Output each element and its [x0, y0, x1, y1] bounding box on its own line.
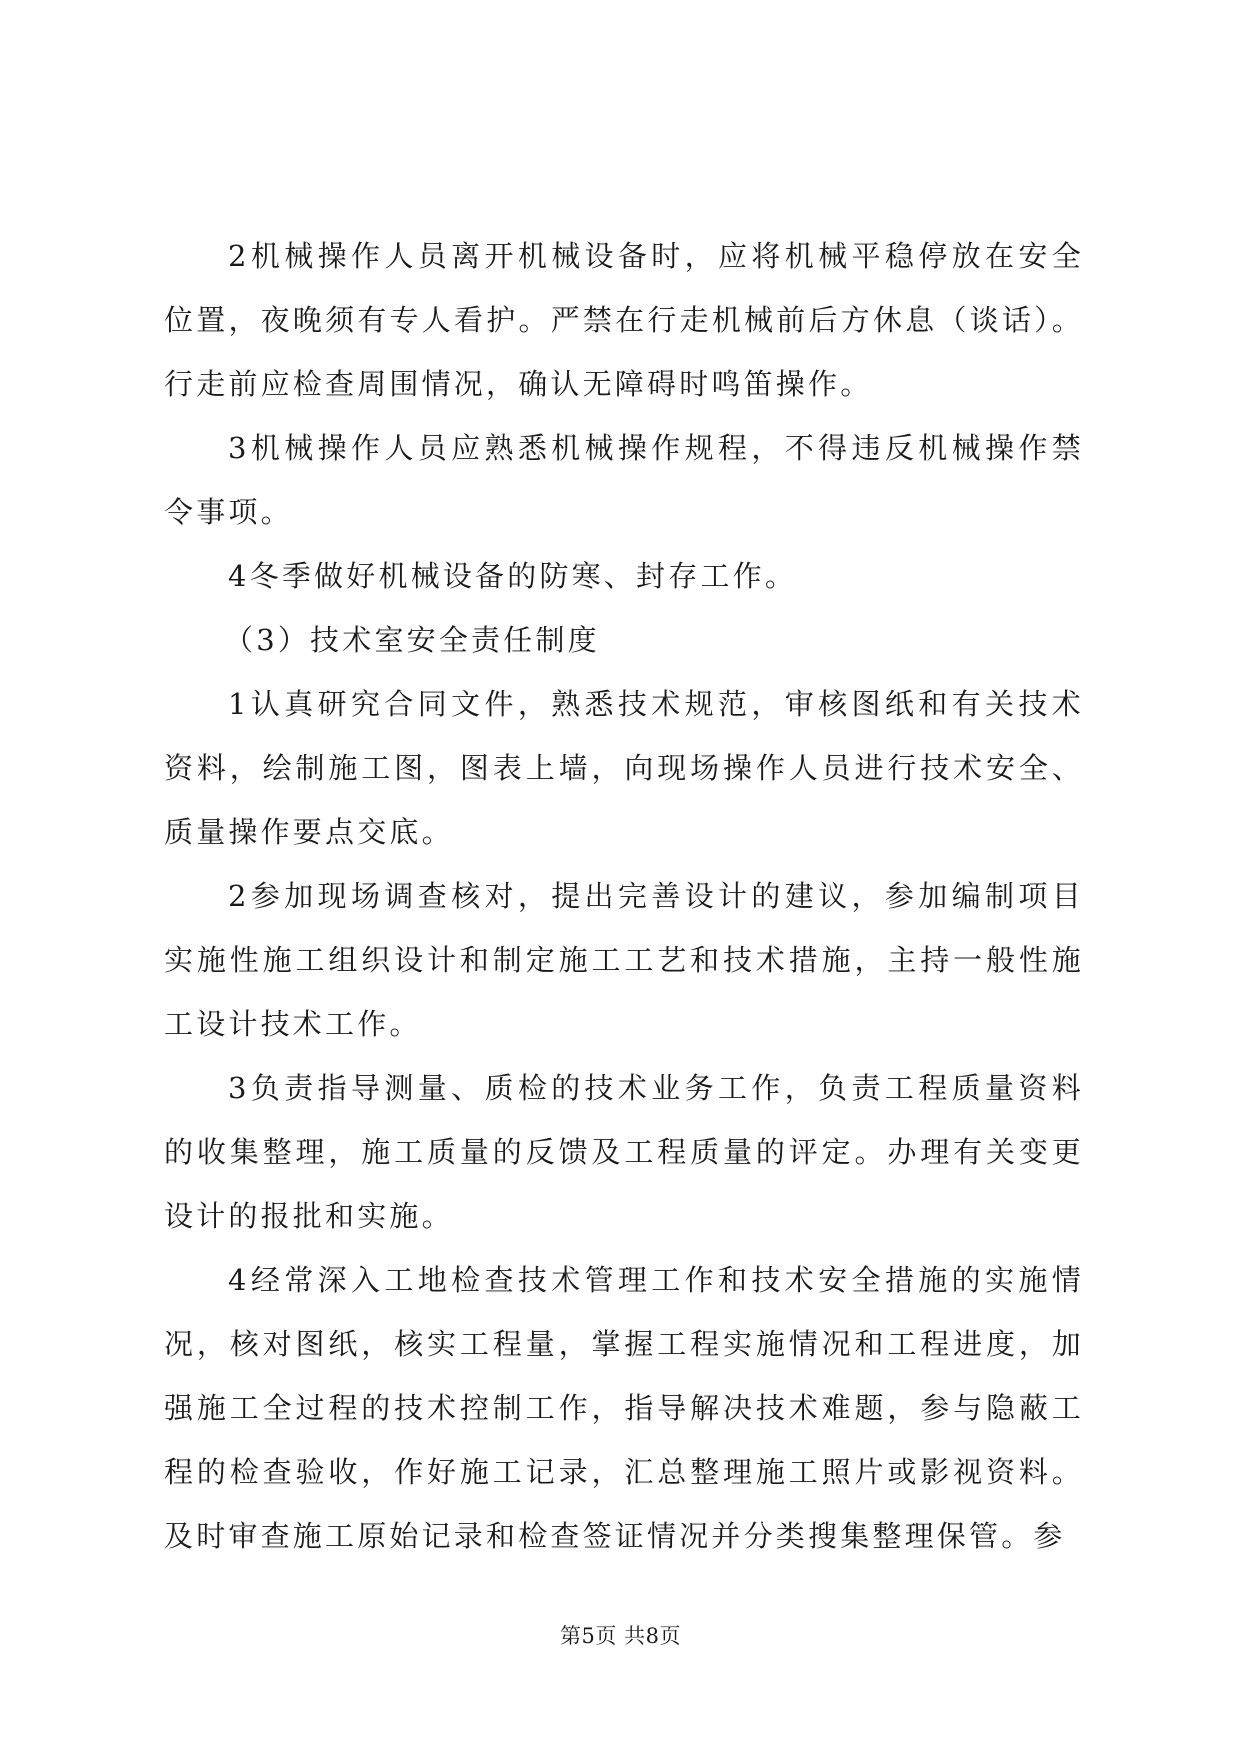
paragraph-operating-rules: 3机械操作人员应熟悉机械操作规程，不得违反机械操作禁令事项。: [164, 431, 1084, 529]
paragraph-machine-parking: 2机械操作人员离开机械设备时，应将机械平稳停放在安全位置，夜晚须有专人看护。严禁在行走机械前后方休息（谈话）。行走前应检查周围情况，确认无障碍时鸣笛操作。: [164, 239, 1084, 401]
paragraph-winter-protection: 4冬季做好机械设备的防寒、封存工作。: [228, 559, 798, 593]
paragraph-site-inspection: 4经常深入工地检查技术管理工作和技术安全措施的实施情况，核对图纸，核实工程量，掌握工程实施情况和工程进度，加强施工全过程的技术控制工作，指导解决技术难题，参与隐蔽工程的检查验收，作好施工记录，汇总整理施工照片或影视资料。及时审查施工原始记录和检查签证情况并分类搜集整理保管。参: [164, 1263, 1084, 1553]
paragraph-quality-guidance: 3负责指导测量、质检的技术业务工作，负责工程质量资料的收集整理，施工质量的反馈及工程质量的评定。办理有关变更设计的报批和实施。: [164, 1071, 1084, 1233]
paragraph-contract-study: 1认真研究合同文件，熟悉技术规范，审核图纸和有关技术资料，绘制施工图，图表上墙，向现场操作人员进行技术安全、质量操作要点交底。: [164, 687, 1084, 849]
section-heading-tech-office: （3）技术室安全责任制度: [224, 623, 600, 657]
page-number-footer: 第5页 共8页: [560, 1624, 681, 1648]
paragraph-site-survey: 2参加现场调查核对，提出完善设计的建议，参加编制项目实施性施工组织设计和制定施工工艺和技术措施，主持一般性施工设计技术工作。: [164, 879, 1084, 1041]
document-body: [164, 224, 1084, 1568]
